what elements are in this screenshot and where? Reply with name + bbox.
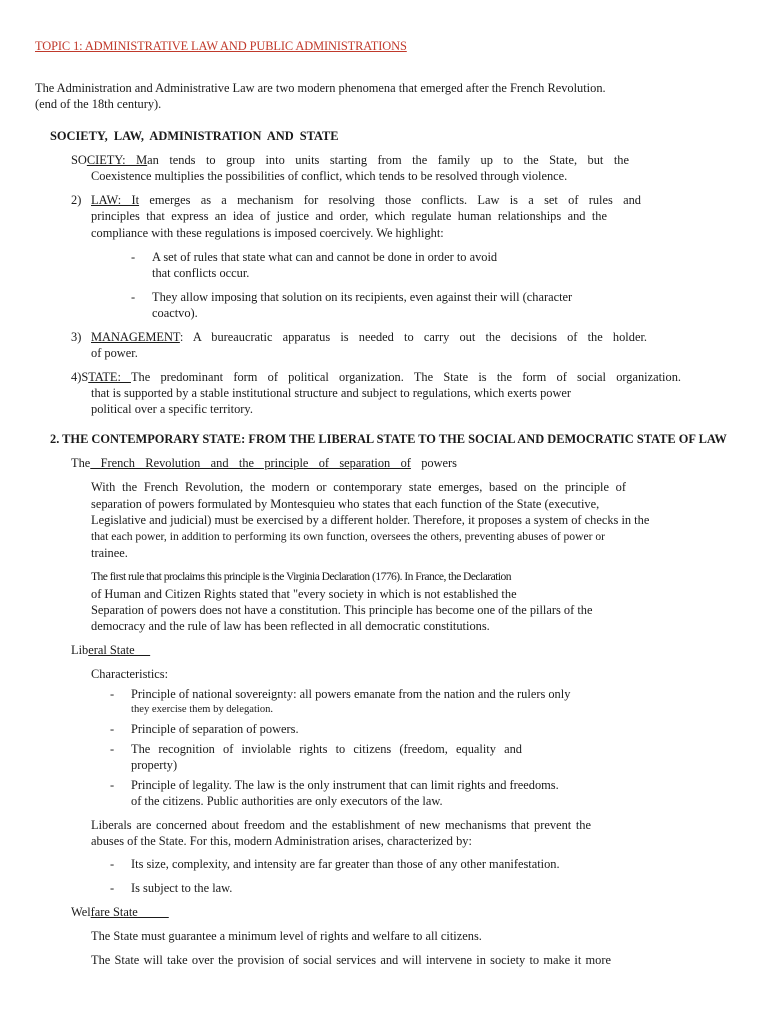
item-law-line3: compliance with these regulations is imposed coercively. We highlight: (91, 226, 444, 240)
bullet-dash: - (110, 778, 115, 792)
section1-heading: SOCIETY, LAW, ADMINISTRATION AND STATE (50, 129, 339, 143)
paragraph-line: separation of powers formulated by Montesquieu who states that each function of the State (executive, (91, 497, 600, 511)
bullet-text: Is subject to the law. (131, 881, 233, 895)
section2-heading: 2. THE CONTEMPORARY STATE: FROM THE LIBERAL STATE TO THE SOCIAL AND DEMOCRATIC STATE OF LAW (50, 432, 727, 446)
bullet-dash: - (110, 881, 115, 895)
term-state: TATE: (88, 370, 131, 384)
bullet-dash: - (131, 250, 136, 264)
paragraph-line: Separation of powers does not have a constitution. This principle has become one of the pillars of the (91, 603, 593, 617)
bullet-text: Principle of legality. The law is the only instrument that can limit rights and freedoms. of the citizens. Public authorities are only executors of the law. (131, 778, 559, 808)
paragraph-line: that each power, in addition to performing its own function, oversees the others, preventing abuses of power or (91, 530, 606, 543)
term-society: CIETY: M (86, 153, 148, 167)
bullet-text: Its size, complexity, and intensity are far greater than those of any other manifestation. (131, 857, 560, 871)
item-state-line2: that is supported by a stable institutional structure and subject to regulations, which exerts power (91, 386, 572, 400)
paragraph-liberals: Liberals are concerned about freedom and the establishment of new mechanisms that prevent the (91, 818, 591, 832)
term-management: MANAGEMENT (91, 330, 180, 344)
paragraph-welfare-1: The State must guarantee a minimum level of rights and welfare to all citizens. (91, 929, 482, 943)
intro-paragraph (35, 80, 606, 112)
paragraph-line: abuses of the State. For this, modern Administration arises, characterized by: (91, 834, 472, 848)
bullet-text-line2: property) (131, 758, 178, 772)
bullet-text: Principle of separation of powers. (131, 722, 299, 736)
characteristics-label: Characteristics: (91, 667, 169, 681)
item-society-line2: Coexistence multiplies the possibilities of conflict, which tends to be resolved through violence. (91, 169, 568, 183)
item-management: MANAGEMENT: A bureaucratic apparatus is needed to carry out the decisions of the holder. (91, 330, 647, 344)
intro-line: (end of the 18th century). (35, 97, 162, 111)
item-line: SOCIETY: Man tends to group into units starting from the family up to the State, but the (71, 153, 629, 167)
topic-title: TOPIC 1: ADMINISTRATIVE LAW AND PUBLIC ADMINISTRATIONS (35, 39, 407, 53)
bullet-dash: - (131, 290, 136, 304)
item-number: 3) (71, 330, 82, 344)
paragraph-line: democracy and the rule of law has been reflected in all democratic constitutions. (91, 619, 490, 633)
paragraph-line: of Human and Citizen Rights stated that "every society in which is not established the (91, 587, 517, 601)
paragraph-line: The first rule that proclaims this principle is the Virginia Declaration (1776). In France, the Declaration (91, 570, 512, 583)
bullet-text: A set of rules that state what can and cannot be done in order to avoid that conflicts occur. (152, 250, 498, 280)
item-society (71, 152, 629, 168)
bullet-text: The recognition of inviolable rights to citizens (freedom, equality and (131, 742, 522, 756)
subheading-french-revolution: The French Revolution and the principle of separation of powers (71, 456, 457, 470)
term-law: LAW: It (91, 193, 140, 207)
item-law: LAW: It emerges as a mechanism for resolving those conflicts. Law is a set of rules and (91, 193, 641, 207)
item-number: 2) (71, 193, 82, 207)
bullet-text: They allow imposing that solution on its recipients, even against their will (character coactvo). (152, 290, 573, 320)
item-state-line3: political over a specific territory. (91, 402, 253, 416)
item-law-line2: principles that express an idea of justice and order, which regulate human relationships and the (91, 209, 607, 223)
subheading-liberal-state: Liberal State (71, 643, 151, 657)
intro-line: The Administration and Administrative Law are two modern phenomena that emerged after the French Revolution. (35, 81, 606, 95)
paragraph-line: trainee. (91, 546, 128, 560)
paragraph-line: Legislative and judicial) must be exercised by a different holder. Therefore, it proposes a system of checks in the (91, 513, 650, 527)
bullet-dash: - (110, 742, 115, 756)
bullet-text: Principle of national sovereignty: all powers emanate from the nation and the rulers only they exercise them by delegation. (131, 687, 571, 715)
paragraph-welfare-2: The State will take over the provision of social services and will intervene in society to make it more (91, 953, 611, 967)
item-management-line2: of power. (91, 346, 138, 360)
bullet-dash: - (110, 722, 115, 736)
bullet-dash: - (110, 857, 115, 871)
paragraph-separation-of-powers: With the French Revolution, the modern or contemporary state emerges, based on the principle of (91, 480, 626, 494)
subheading-welfare-state: Welfare State (71, 905, 169, 919)
bullet-dash: - (110, 687, 115, 701)
item-state: 4)STATE: The predominant form of political organization. The State is the form of social organization. (71, 370, 681, 384)
